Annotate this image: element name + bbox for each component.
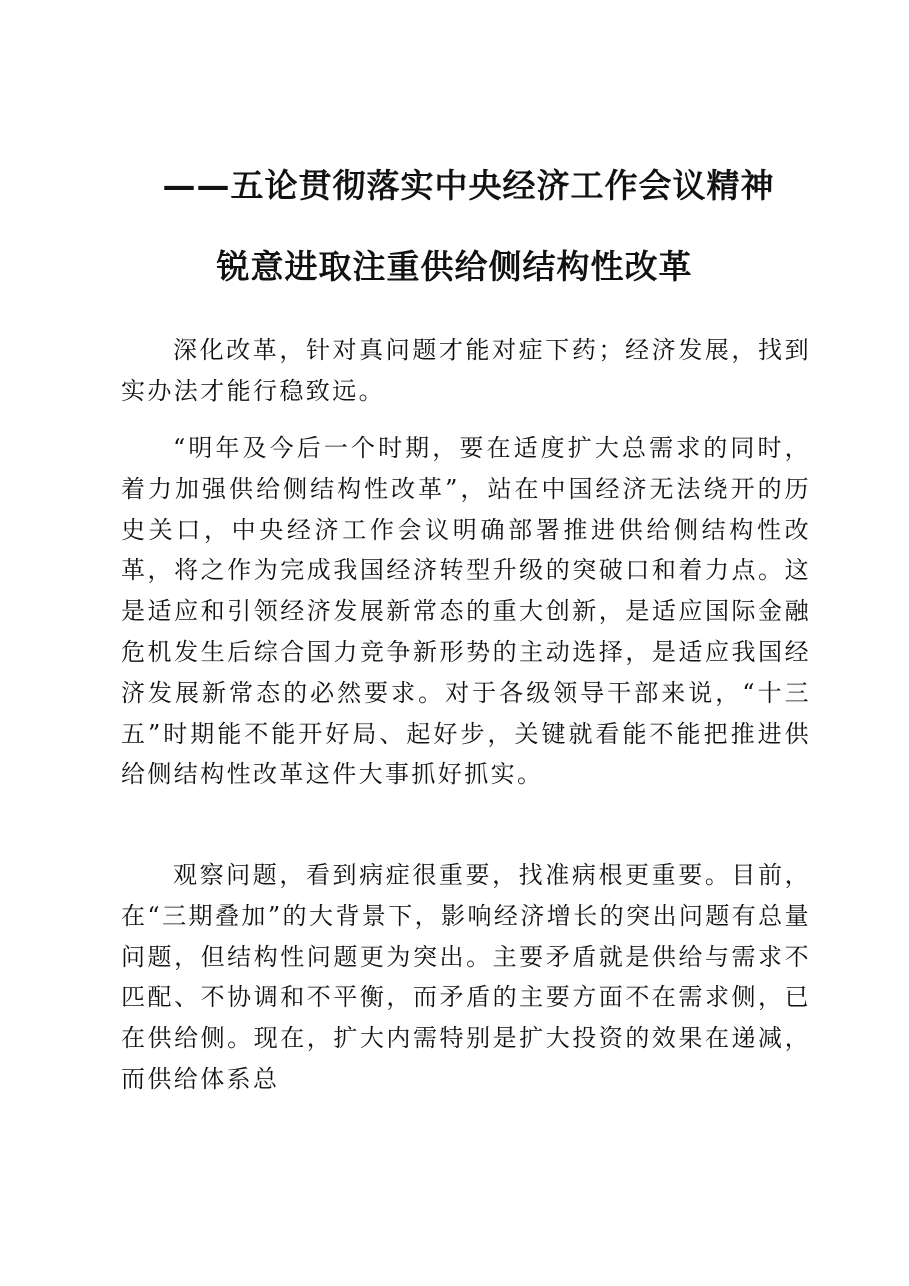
paragraph-1: 深化改革，针对真问题才能对症下药；经济发展，找到实办法才能行稳致远。 (121, 336, 811, 405)
document-title: 锐意进取注重供给侧结构性改革 (216, 247, 693, 286)
paragraph-2: “明年及今后一个时期，要在适度扩大总需求的同时，着力加强供给侧结构性改革”，站在中国经济无法绕开的历史关口，中央经济工作会议明确部署推进供给侧结构性改革，将之作为完成我国经济转型升级的突破口和着力点。这是适应和引领经济发展新常态的重大创新，是适应国际金融危机发生后综合国力竞争新形势的主动选择，是适应我国经济发展新常态的必然要求。对于各级领导干部来说，“十三五”时期能不能开好局、起好步，关键就看能不能把推进供给侧结构性改革这件大事抓好抓实。 (121, 434, 811, 789)
paragraph-3: 观察问题，看到病症很重要，找准病根更重要。目前，在“三期叠加”的大背景下，影响经济增长的突出问题有总量问题，但结构性问题更为突出。主要矛盾就是供给与需求不匹配、不协调和不平衡，而矛盾的主要方面不在需求侧，已在供给侧。现在，扩大内需特别是扩大投资的效果在递减，而供给体系总 (121, 861, 811, 1093)
document-subtitle: ——五论贯彻落实中央经济工作会议精神 (162, 166, 775, 205)
